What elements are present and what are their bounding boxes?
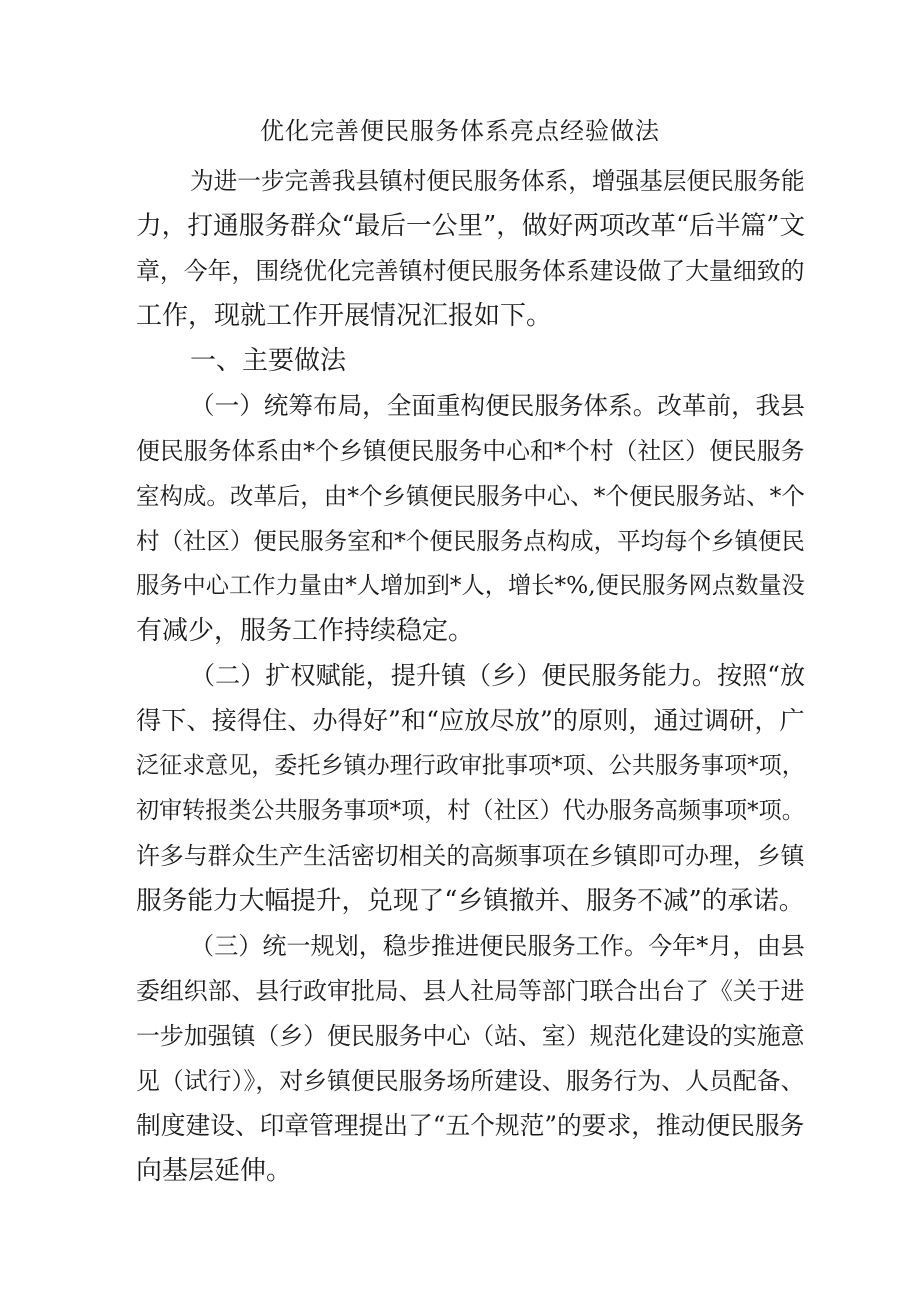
body-line: 初审转报类公共服务事项*项，村（社区）代办服务高频事项*项。 <box>136 798 805 824</box>
body-line: 为进一步完善我县镇村便民服务体系，增强基层便民服务能 <box>190 167 805 195</box>
subsection-line: （三）统一规划，稳步推进便民服务工作。今年*月，由县 <box>190 932 805 960</box>
body-line: 向基层延伸。 <box>136 1156 293 1186</box>
body-line: 许多与群众生产生活密切相关的高频事项在乡镇即可办理，乡镇 <box>136 842 805 870</box>
body-line: 得下、接得住、办得好”和“应放尽放”的原则，通过调研，广 <box>136 706 805 735</box>
section-heading: 一、主要做法 <box>190 346 347 376</box>
document-title: 优化完善便民服务体系亮点经验做法 <box>260 117 660 145</box>
body-line: 便民服务体系由*个乡镇便民服务中心和*个村（社区）便民服务 <box>136 437 805 465</box>
body-line: 有减少，服务工作持续稳定。 <box>136 616 475 646</box>
body-line: 室构成。改革后，由*个乡镇便民服务中心、*个便民服务站、*个 <box>136 482 805 510</box>
body-line: 泛征求意见，委托乡镇办理行政审批事项*项、公共服务事项*项， <box>136 753 805 779</box>
body-line: 服务中心工作力量由*人增加到*人，增长*%,便民服务网点数量没 <box>136 572 805 599</box>
body-line: 制度建设、印章管理提出了“五个规范”的要求，推动便民服务 <box>136 1111 805 1140</box>
body-line: 村（社区）便民服务室和*个便民服务点构成，平均每个乡镇便民 <box>136 527 805 555</box>
subsection-line: （二）扩权赋能，提升镇（乡）便民服务能力。按照“放 <box>190 661 806 690</box>
body-line: 工作，现就工作开展情况汇报如下。 <box>136 301 553 331</box>
body-line: 服务能力大幅提升，兑现了“乡镇撤并、服务不减”的承诺。 <box>136 886 805 916</box>
body-line: 见（试行）》，对乡镇便民服务场所建设、服务行为、人员配备、 <box>136 1067 805 1095</box>
body-line: 一步加强镇（乡）便民服务中心（站、室）规范化建设的实施意 <box>136 1022 805 1050</box>
body-line: 力，打通服务群众“最后一公里”，做好两项改革“后半篇”文 <box>136 211 806 241</box>
subsection-line: （一）统筹布局，全面重构便民服务体系。改革前，我县 <box>190 391 805 420</box>
body-line: 委组织部、县行政审批局、县人社局等部门联合出台了《关于进 <box>136 977 805 1005</box>
body-line: 章，今年，围绕优化完善镇村便民服务体系建设做了大量细致的 <box>136 257 805 285</box>
